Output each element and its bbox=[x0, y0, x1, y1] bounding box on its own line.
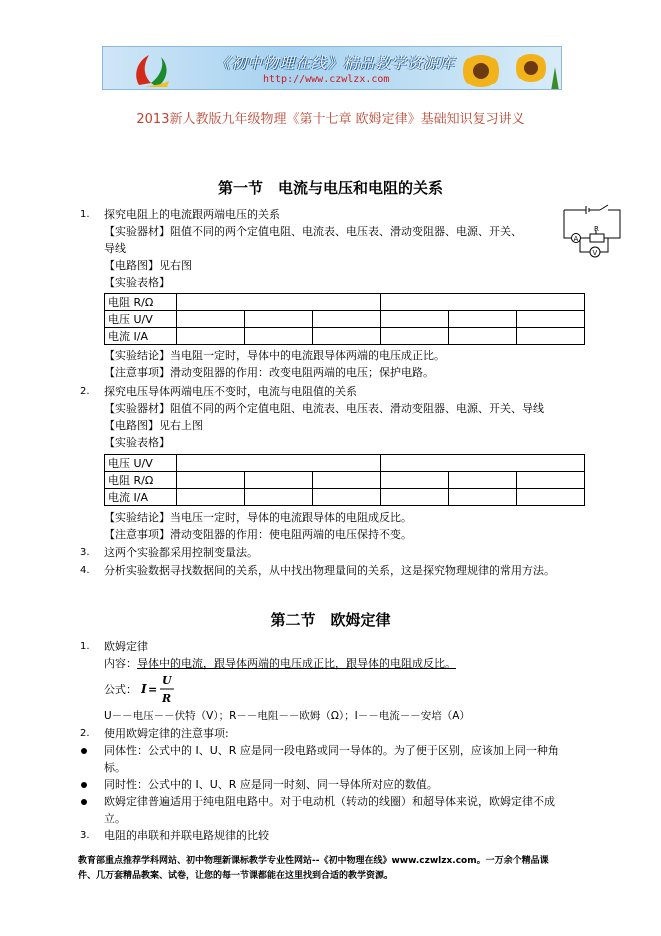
row-header: 电流 I/A bbox=[105, 328, 177, 345]
formula-denominator: R bbox=[162, 692, 172, 705]
item-number: 1. bbox=[80, 641, 90, 652]
item3-text: 这两个实验都采用控制变量法。 bbox=[104, 546, 258, 559]
table-row bbox=[105, 489, 585, 506]
table-row bbox=[105, 472, 585, 489]
footer-line-2: 件、几万套精品教案、试卷，让您的每一节课都能在这里找到合适的教学资源。 bbox=[78, 871, 394, 881]
item-number: 1. bbox=[80, 209, 90, 220]
page-title: 2013新人教版九年级物理《第十七章 欧姆定律》基础知识复习讲义 bbox=[136, 112, 525, 127]
item1-circuit: 【电路图】见右图 bbox=[104, 259, 192, 272]
experiment-table-1 bbox=[104, 293, 585, 345]
item2-note: 【注意事项】滑动变阻器的作用：使电阻两端的电压保持不变。 bbox=[104, 528, 412, 541]
note-applicability: 欧姆定律普遍适用于纯电阻电路中。对于电动机（转动的线圈）和超导体来说，欧姆定律不成 bbox=[104, 795, 555, 808]
bullet-dot bbox=[81, 782, 87, 788]
resistor-label: R bbox=[594, 225, 599, 233]
item1-table-label: 【实验表格】 bbox=[104, 276, 170, 289]
sunflower-icon bbox=[451, 47, 561, 90]
footer-line-1: 教育部重点推荐学科网站、初中物理新课标教学专业性网站--《初中物理在线》www.czwlzx.com。一万余个精品课 bbox=[78, 856, 549, 866]
table-row bbox=[105, 455, 585, 472]
item-number: 4. bbox=[80, 565, 90, 576]
item2-table-label: 【实验表格】 bbox=[104, 436, 170, 449]
bullet-dot bbox=[81, 799, 87, 805]
item-number: 2. bbox=[80, 386, 90, 397]
row-header: 电流 I/A bbox=[105, 489, 177, 506]
content-text: 导体中的电流，跟导体两端的电压成正比，跟导体的电阻成反比。 bbox=[137, 657, 456, 670]
formula-label: 公式： bbox=[104, 683, 137, 696]
item-number: 3. bbox=[80, 830, 90, 841]
item-number: 3. bbox=[80, 547, 90, 558]
table-row bbox=[105, 328, 585, 345]
circuit-diagram bbox=[556, 200, 628, 268]
experiment-table-2 bbox=[104, 454, 585, 506]
row-header: 电阻 R/Ω bbox=[105, 294, 177, 311]
section1-title: 第一节 电流与电压和电阻的关系 bbox=[217, 179, 443, 197]
note-same-body: 同体性：公式中的 I、U、R 应是同一段电路或同一导体的。为了便于区别，应该加上同一种角 bbox=[104, 744, 559, 757]
item2-circuit: 【电路图】见右上图 bbox=[104, 419, 203, 432]
banner-url[interactable]: http://www.czwlzx.com bbox=[263, 74, 390, 85]
item-number: 2. bbox=[80, 728, 90, 739]
item1-conclusion: 【实验结论】当电阻一定时，导体中的电流跟导体两端的电压成正比。 bbox=[104, 349, 445, 362]
item1-title: 探究电阻上的电流跟两端电压的关系 bbox=[104, 208, 280, 221]
content-label: 内容： bbox=[104, 657, 137, 670]
row-header: 电压 U/V bbox=[105, 311, 177, 328]
item3-comparison: 电阻的串联和并联电路规律的比较 bbox=[104, 829, 269, 842]
note-applicability-cont: 立。 bbox=[104, 812, 126, 825]
page-footer bbox=[78, 854, 598, 884]
site-logo-icon bbox=[131, 51, 173, 89]
note-same-body-cont: 标。 bbox=[104, 761, 126, 774]
formula-lhs: I bbox=[141, 682, 147, 696]
item2-equipment: 【实验器材】阻值不同的两个定值电阻、电流表、电压表、滑动变阻器、电源、开关、导线 bbox=[104, 402, 544, 415]
item1-note: 【注意事项】滑动变阻器的作用：改变电阻两端的电压；保护电路。 bbox=[104, 366, 434, 379]
svg-text:=: = bbox=[148, 683, 158, 696]
voltmeter-label: V bbox=[592, 249, 598, 257]
item2-title: 探究电压导体两端电压不变时，电流与电阻值的关系 bbox=[104, 385, 357, 398]
banner-title: 《初中物理在线》精品教学资源库 bbox=[215, 54, 456, 72]
row-header: 电阻 R/Ω bbox=[105, 472, 177, 489]
table-row bbox=[105, 294, 585, 311]
site-banner bbox=[102, 46, 562, 90]
formula-numerator: U bbox=[162, 674, 172, 687]
table-row bbox=[105, 311, 585, 328]
item2-conclusion: 【实验结论】当电压一定时，导体的电流跟导体的电阻成反比。 bbox=[104, 511, 412, 524]
item1-equipment-cont: 导线 bbox=[104, 242, 126, 255]
ohm-law-content bbox=[104, 657, 456, 671]
formula-units: U－－电压－－伏特（V）；R－－电阻－－欧姆（Ω）；I－－电流－－安培（A） bbox=[104, 710, 470, 722]
ohm-formula bbox=[141, 672, 181, 706]
note-same-time: 同时性：公式中的 I、U、R 应是同一时刻、同一导体所对应的数值。 bbox=[104, 778, 438, 791]
ohm-law-title: 欧姆定律 bbox=[104, 640, 148, 653]
notes-title: 使用欧姆定律的注意事项: bbox=[104, 727, 229, 740]
row-header: 电压 U/V bbox=[105, 455, 177, 472]
ammeter-label: A bbox=[573, 235, 579, 243]
section2-title: 第二节 欧姆定律 bbox=[270, 611, 391, 629]
item1-equipment: 【实验器材】阻值不同的两个定值电阻、电流表、电压表、滑动变阻器、电源、开关、 bbox=[104, 225, 522, 238]
bullet-dot bbox=[81, 748, 87, 754]
item4-text: 分析实验数据寻找数据间的关系，从中找出物理量间的关系，这是探究物理规律的常用方法。 bbox=[104, 564, 555, 577]
